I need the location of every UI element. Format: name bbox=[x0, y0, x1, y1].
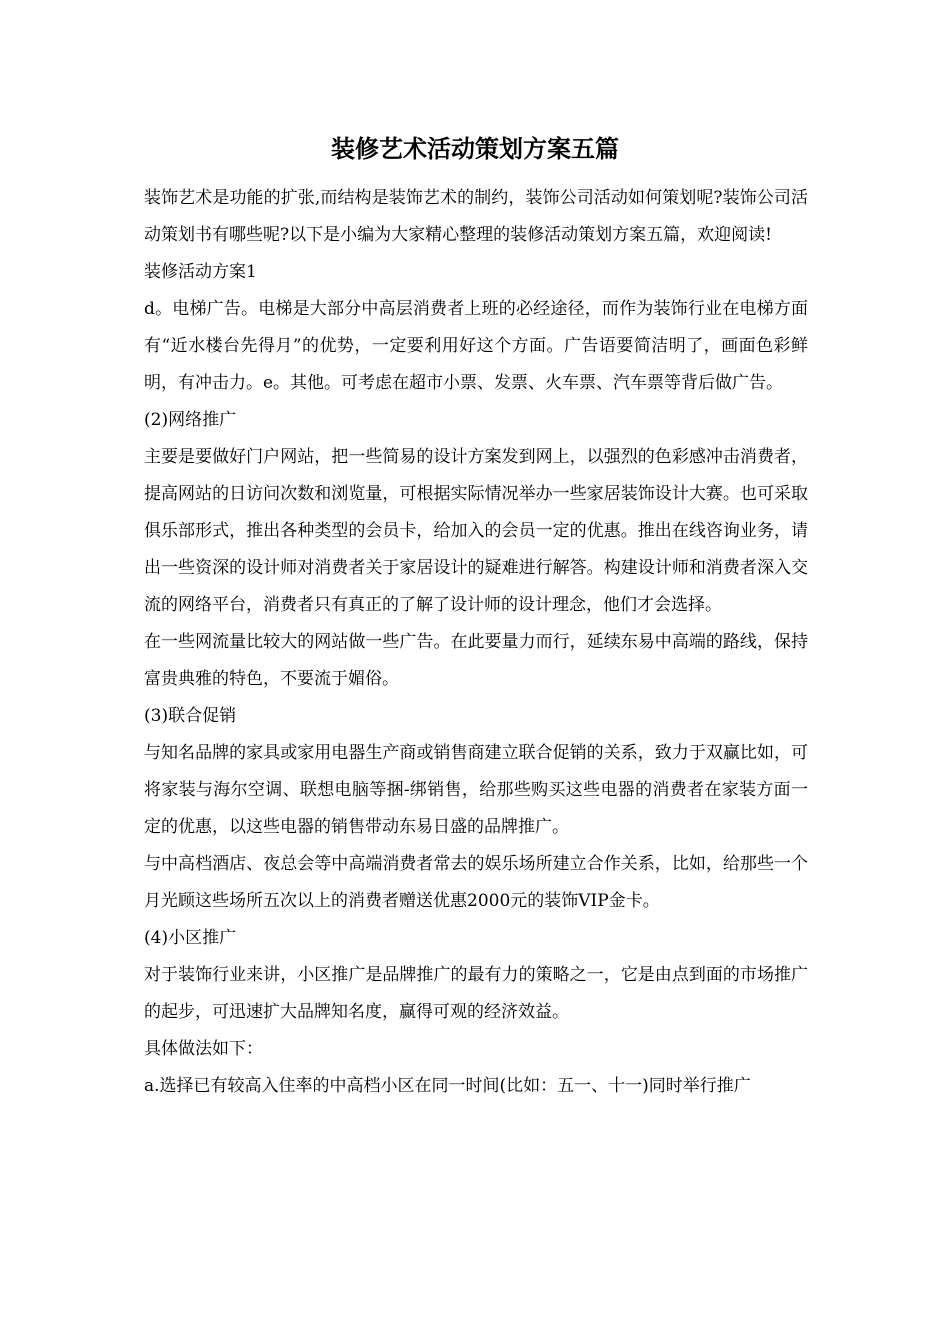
section-heading: 装修活动方案1 bbox=[144, 262, 257, 282]
intro-paragraph: 装饰艺术是功能的扩张,而结构是装饰艺术的制约，装饰公司活动如何策划呢?装饰公司活动策划书有哪些呢?以下是小编为大家精心整理的装修活动策划方案五篇，欢迎阅读! bbox=[144, 188, 808, 245]
body-paragraph: 主要是要做好门户网站，把一些简易的设计方案发到网上，以强烈的色彩感冲击消费者，提高网站的日访问次数和浏览量，可根据实际情况举办一些家居装饰设计大赛。也可采取俱乐部形式，推出各种类型的会员卡，给加入的会员一定的优惠。推出在线咨询业务，请出一些资深的设计师对消费者关于家居设计的疑难进行解答。构建设计师和消费者深入交流的网络平台，消费者只有真正的了解了设计师的设计理念，他们才会选择。 bbox=[144, 447, 808, 615]
section-heading: (4)小区推广 bbox=[144, 928, 237, 948]
body-paragraph: d。电梯广告。电梯是大部分中高层消费者上班的必经途径，而作为装饰行业在电梯方面有“近水楼台先得月”的优势，一定要利用好这个方面。广告语要简洁明了，画面色彩鲜明，有冲击力。e。其他。可考虑在超市小票、发票、火车票、汽车票等背后做广告。 bbox=[144, 299, 808, 393]
body-paragraph: 对于装饰行业来讲，小区推广是品牌推广的最有力的策略之一，它是由点到面的市场推广的起步，可迅速扩大品牌知名度，赢得可观的经济效益。 bbox=[144, 965, 808, 1022]
document-title: 装修艺术活动策划方案五篇 bbox=[331, 134, 619, 163]
body-paragraph: 与知名品牌的家具或家用电器生产商或销售商建立联合促销的关系，致力于双赢比如，可将家装与海尔空调、联想电脑等捆-绑销售，给那些购买这些电器的消费者在家装方面一定的优惠，以这些电器的销售带动东易日盛的品牌推广。 bbox=[144, 743, 808, 837]
document-body bbox=[144, 180, 808, 1105]
section-heading: (2)网络推广 bbox=[144, 410, 237, 430]
body-paragraph: a.选择已有较高入住率的中高档小区在同一时间(比如：五一、十一)同时举行推广 bbox=[144, 1076, 751, 1096]
section-heading: (3)联合促销 bbox=[144, 706, 237, 726]
body-paragraph: 在一些网流量比较大的网站做一些广告。在此要量力而行，延续东易中高端的路线，保持富贵典雅的特色，不要流于媚俗。 bbox=[144, 632, 808, 689]
body-paragraph: 具体做法如下： bbox=[144, 1039, 263, 1059]
body-paragraph: 与中高档酒店、夜总会等中高端消费者常去的娱乐场所建立合作关系，比如，给那些一个月光顾这些场所五次以上的消费者赠送优惠2000元的装饰VIP金卡。 bbox=[144, 854, 808, 911]
